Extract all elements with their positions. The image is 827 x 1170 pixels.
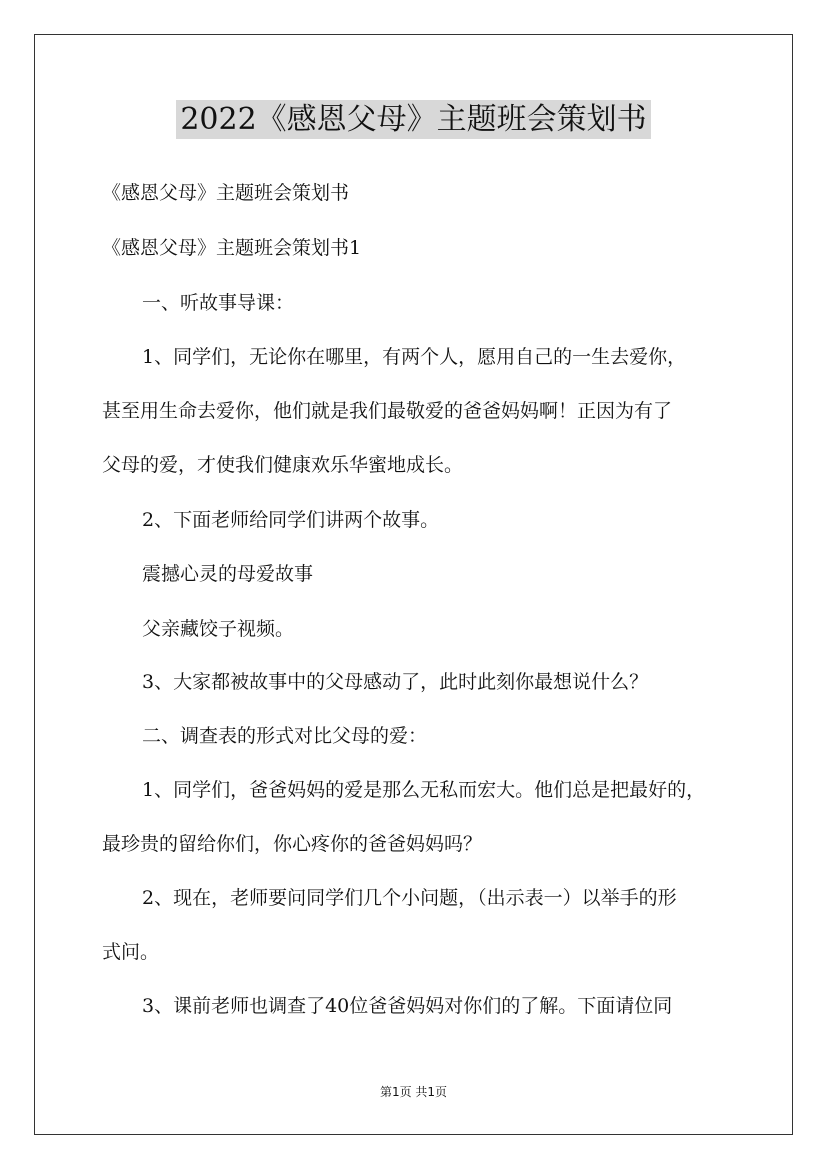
text-line: 震撼心灵的母爱故事 xyxy=(142,563,314,585)
document-title xyxy=(0,98,827,142)
text-line: 2、下面老师给同学们讲两个故事。 xyxy=(142,509,440,531)
section-heading: 二、调查表的形式对比父母的爱： xyxy=(142,725,428,747)
text-line: 《感恩父母》主题班会策划书1 xyxy=(102,237,362,259)
text-line: 2、现在，老师要问同学们几个小问题，（出示表一）以举手的形 xyxy=(142,887,677,909)
text-line: 《感恩父母》主题班会策划书 xyxy=(102,182,350,204)
text-line: 父母的爱，才使我们健康欢乐华蜜地成长。 xyxy=(102,454,464,476)
text-line: 式问。 xyxy=(102,941,160,963)
page-number: 第1页 共1页 xyxy=(379,1085,448,1099)
text-line: 甚至用生命去爱你，他们就是我们最敬爱的爸爸妈妈啊！正因为有了 xyxy=(102,400,673,422)
text-line: 最珍贵的留给你们，你心疼你的爸爸妈妈吗？ xyxy=(102,833,483,855)
text-line: 父亲藏饺子视频。 xyxy=(142,618,295,640)
text-line: 1、同学们，爸爸妈妈的爱是那么无私而宏大。他们总是把最好的， xyxy=(142,779,706,801)
text-line: 3、大家都被故事中的父母感动了，此时此刻你最想说什么？ xyxy=(142,671,649,693)
document-title-text: 2022《感恩父母》主题班会策划书 xyxy=(176,100,650,139)
text-line: 3、课前老师也调查了40位爸爸妈妈对你们的了解。下面请位同 xyxy=(142,995,673,1017)
text-line: 1、同学们，无论你在哪里，有两个人，愿用自己的一生去爱你， xyxy=(142,346,687,368)
section-heading: 一、听故事导课： xyxy=(142,292,295,314)
